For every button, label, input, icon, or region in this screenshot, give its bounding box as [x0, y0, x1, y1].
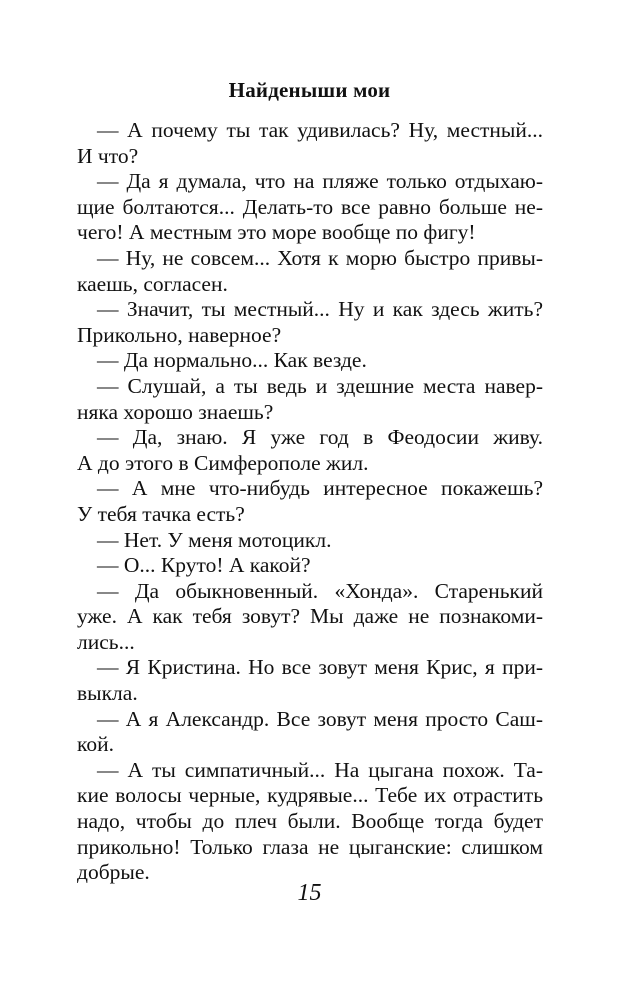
text-line: добрые.	[77, 860, 150, 885]
text-line: — Ну, не совсем... Хотя к морю быстро привы-	[97, 245, 543, 270]
page-number: 15	[297, 880, 322, 906]
text-line: чего! А местным это море вообще по фигу!	[77, 220, 476, 245]
text-line: — А ты симпатичный... На цыгана похож. Та-	[97, 757, 543, 782]
text-line: кой.	[77, 732, 114, 757]
text-line: — О... Круто! А какой?	[97, 553, 311, 578]
text-line: — Да я думала, что на пляже только отдыхаю-	[97, 169, 543, 194]
text-line: — Да, знаю. Я уже год в Феодосии живу.	[97, 425, 543, 450]
text-line: — Слушай, а ты ведь и здешние места навер-	[97, 373, 543, 398]
text-line: — А я Александр. Все зовут меня просто Саш-	[97, 706, 543, 731]
text-line: каешь, согласен.	[77, 271, 228, 296]
text-line: — А мне что-нибудь интересное покажешь?	[97, 476, 543, 501]
text-line: А до этого в Симферополе жил.	[77, 450, 369, 475]
running-head: Найденыши мои	[228, 78, 391, 102]
text-line: — А почему ты так удивилась? Ну, местный...	[97, 118, 543, 142]
text-line: И что?	[77, 143, 139, 168]
text-line: лись...	[77, 629, 135, 654]
text-line: — Нет. У меня мотоцикл.	[97, 527, 332, 552]
text-line: — Да нормально... Как везде.	[97, 348, 367, 373]
text-line: прикольно! Только глаза не цыганские: слишком	[77, 834, 543, 859]
text-line: — Я Кристина. Но все зовут меня Крис, я при-	[97, 655, 543, 680]
text-line: няка хорошо знаешь?	[77, 399, 274, 424]
text-line: У тебя тачка есть?	[77, 501, 245, 526]
text-line: — Значит, ты местный... Ну и как здесь жить?	[97, 297, 543, 322]
text-line: — Да обыкновенный. «Хонда». Старенький	[97, 578, 543, 603]
text-line: надо, чтобы до плеч были. Вообще тогда будет	[77, 809, 543, 834]
text-line: Прикольно, наверное?	[77, 322, 282, 347]
text-line: кие волосы черные, кудрявые... Тебе их отрастить	[77, 783, 543, 808]
text-line: уже. А как тебя зовут? Мы даже не познакоми-	[77, 604, 543, 629]
text-line: выкла.	[77, 681, 138, 706]
text-line: щие болтаются... Делать-то все равно больше не-	[77, 194, 543, 219]
body-text	[77, 118, 543, 886]
